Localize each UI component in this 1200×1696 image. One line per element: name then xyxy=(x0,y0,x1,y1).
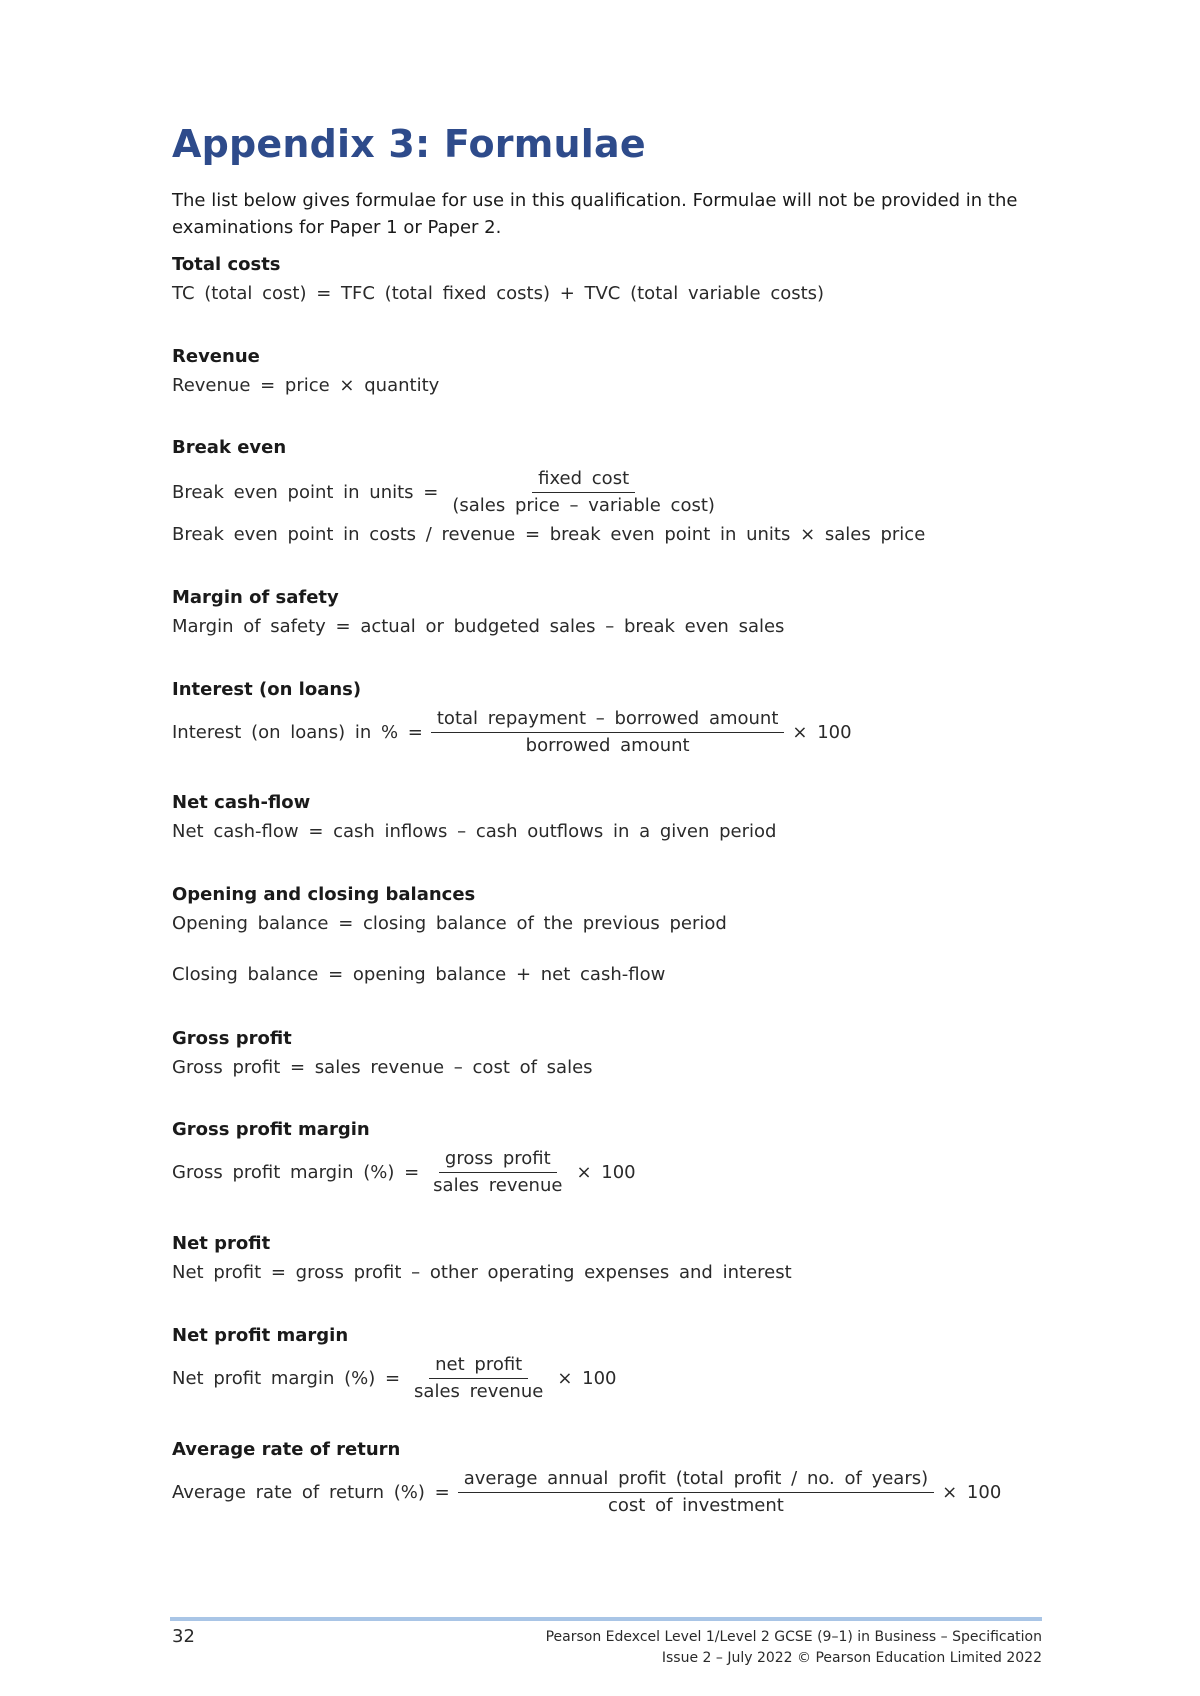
section-average-rate-of-return xyxy=(172,1437,1042,1518)
arr-formula xyxy=(172,1467,1042,1518)
section-interest xyxy=(172,677,1042,758)
footer-line-2: Issue 2 – July 2022 © Pearson Education Limited 2022 xyxy=(661,1650,1042,1666)
gross-profit-margin-formula xyxy=(172,1147,1042,1198)
numerator: total repayment – borrowed amount xyxy=(431,707,785,733)
break-even-units-formula xyxy=(172,467,1042,518)
fraction xyxy=(431,707,785,758)
page-title: Appendix 3: Formulae xyxy=(172,122,646,166)
fraction xyxy=(446,467,721,518)
formula-rhs: × 100 xyxy=(557,1368,617,1389)
section-heading: Break even xyxy=(172,437,287,458)
opening-balance-formula: Opening balance = closing balance of the previous period xyxy=(172,913,727,934)
denominator: (sales price – variable cost) xyxy=(452,495,715,516)
footer-rule xyxy=(170,1617,1042,1621)
formula: Margin of safety = actual or budgeted sales – break even sales xyxy=(172,616,785,637)
formula: TC (total cost) = TFC (total fixed costs) + TVC (total variable costs) xyxy=(172,283,825,304)
intro-text: The list below gives formulae for use in this qualification. Formulae will not be provided in the examinations for Paper 1 or Paper 2. xyxy=(172,190,1018,238)
section-heading: Gross profit margin xyxy=(172,1119,370,1140)
section-heading: Total costs xyxy=(172,254,281,275)
formula-rhs: × 100 xyxy=(576,1162,636,1183)
section-heading: Margin of safety xyxy=(172,587,339,608)
section-net-cash-flow xyxy=(172,790,1042,845)
section-heading: Revenue xyxy=(172,346,260,367)
formula: Revenue = price × quantity xyxy=(172,375,440,396)
section-heading: Interest (on loans) xyxy=(172,679,362,700)
formula: Net profit = gross profit – other operating expenses and interest xyxy=(172,1262,792,1283)
denominator: sales revenue xyxy=(414,1381,544,1402)
section-total-costs xyxy=(172,252,1042,307)
formula-rhs: × 100 xyxy=(792,722,852,743)
formula-lhs: Net profit margin (%) = xyxy=(172,1368,401,1389)
numerator: fixed cost xyxy=(532,467,635,493)
section-heading: Gross profit xyxy=(172,1028,292,1049)
section-gross-profit xyxy=(172,1026,1042,1081)
interest-formula xyxy=(172,707,1042,758)
denominator: borrowed amount xyxy=(525,735,690,756)
page xyxy=(172,0,1042,1696)
numerator: gross profit xyxy=(439,1147,557,1173)
footer-line-1: Pearson Edexcel Level 1/Level 2 GCSE (9–1) in Business – Specification xyxy=(545,1629,1042,1645)
footer-info xyxy=(546,1627,1042,1669)
break-even-costs-formula: Break even point in costs / revenue = break even point in units × sales price xyxy=(172,524,926,545)
formula-lhs: Average rate of return (%) = xyxy=(172,1482,450,1503)
fraction xyxy=(427,1147,568,1198)
denominator: cost of investment xyxy=(608,1495,784,1516)
formula-rhs: × 100 xyxy=(942,1482,1002,1503)
section-break-even xyxy=(172,435,1042,548)
section-margin-of-safety xyxy=(172,585,1042,640)
denominator: sales revenue xyxy=(433,1175,563,1196)
fraction xyxy=(458,1467,934,1518)
section-revenue xyxy=(172,344,1042,399)
fraction xyxy=(408,1353,549,1404)
section-heading: Average rate of return xyxy=(172,1439,401,1460)
section-heading: Opening and closing balances xyxy=(172,884,476,905)
formula-lhs: Break even point in units = xyxy=(172,482,439,503)
section-heading: Net profit xyxy=(172,1233,271,1254)
numerator: average annual profit (total profit / no. of years) xyxy=(458,1467,934,1493)
section-net-profit-margin xyxy=(172,1323,1042,1404)
section-heading: Net cash-flow xyxy=(172,792,311,813)
section-heading: Net profit margin xyxy=(172,1325,349,1346)
formula-lhs: Gross profit margin (%) = xyxy=(172,1162,420,1183)
page-number: 32 xyxy=(172,1626,195,1647)
closing-balance-formula: Closing balance = opening balance + net cash-flow xyxy=(172,964,666,985)
section-balances xyxy=(172,882,1042,988)
formula: Net cash-flow = cash inflows – cash outflows in a given period xyxy=(172,821,777,842)
formula: Gross profit = sales revenue – cost of sales xyxy=(172,1057,593,1078)
numerator: net profit xyxy=(429,1353,528,1379)
section-net-profit xyxy=(172,1231,1042,1286)
section-gross-profit-margin xyxy=(172,1117,1042,1198)
net-profit-margin-formula xyxy=(172,1353,1042,1404)
formula-lhs: Interest (on loans) in % = xyxy=(172,722,423,743)
